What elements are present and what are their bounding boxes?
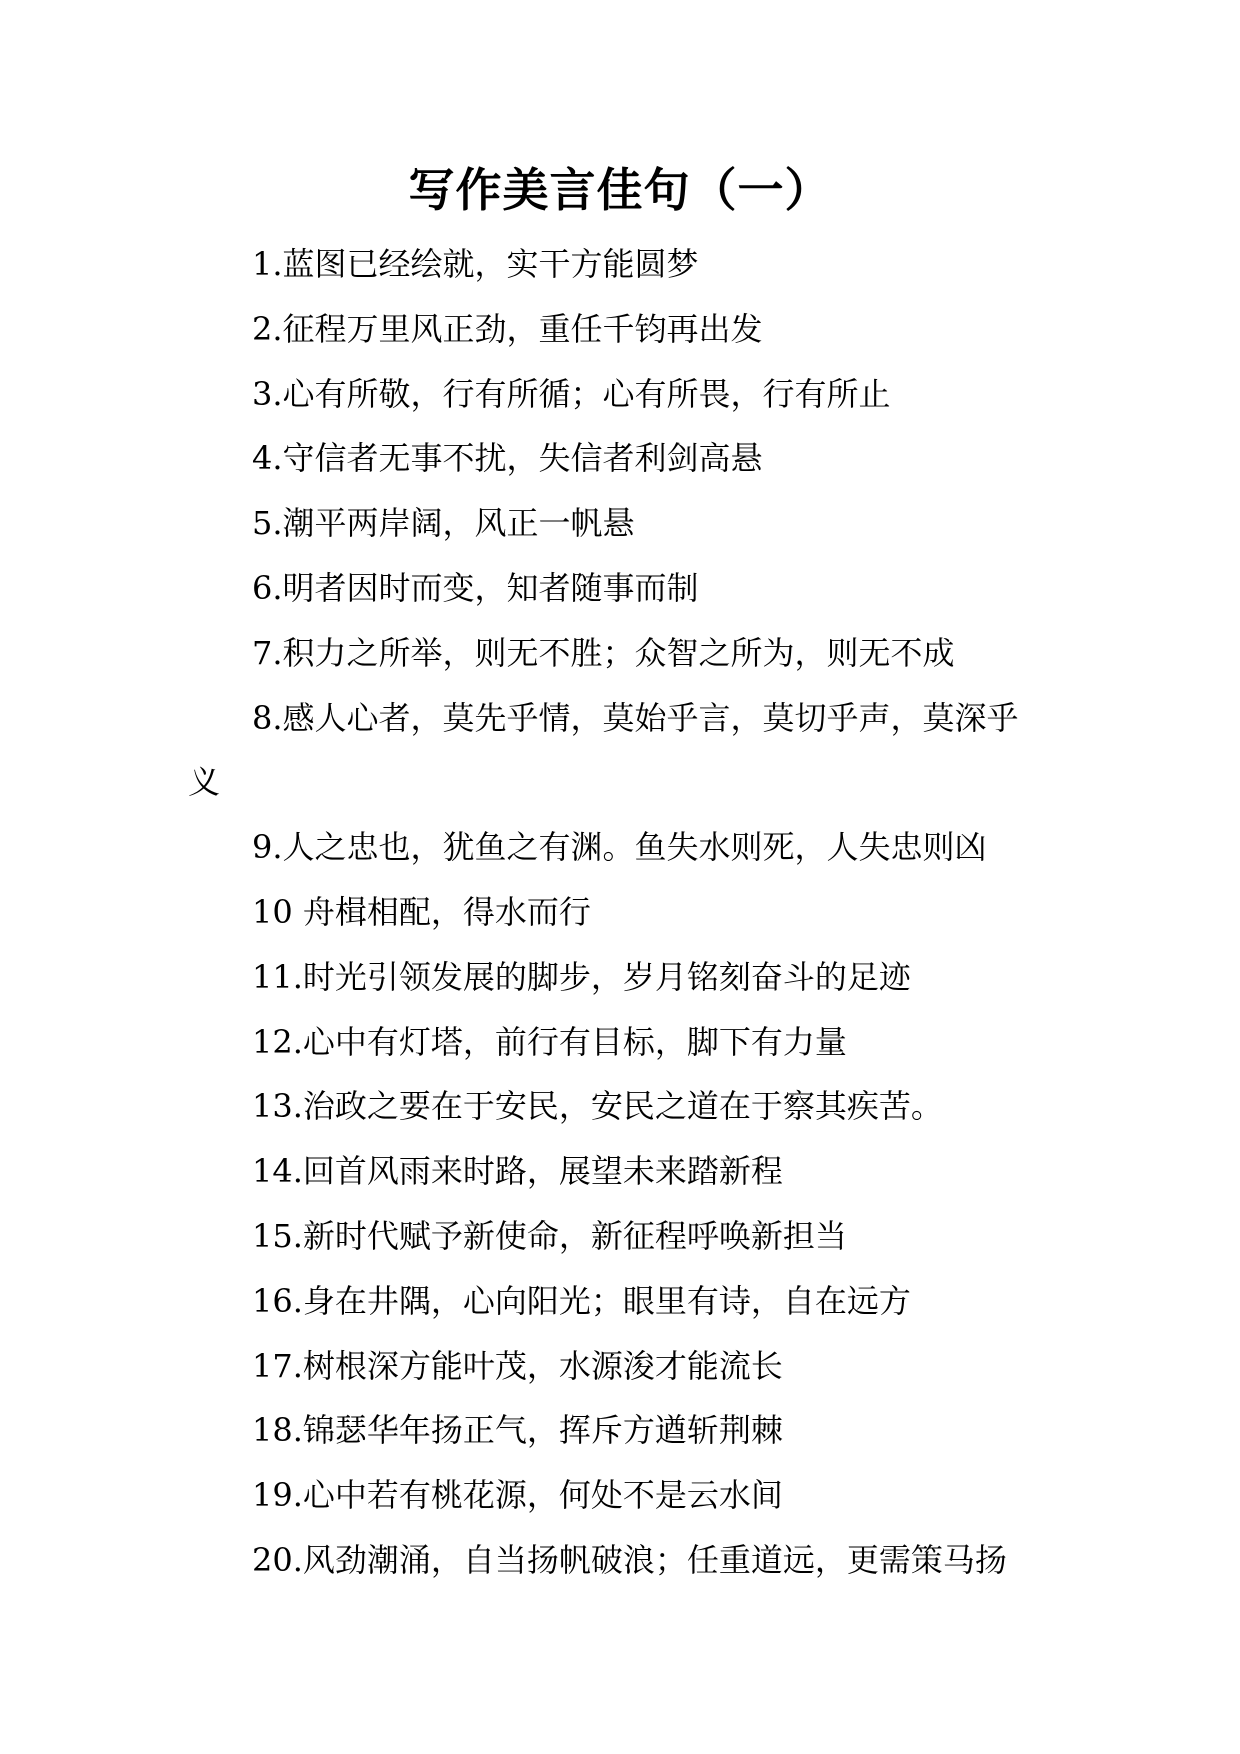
quote-line: 2.征程万里风正劲，重任千钧再出发 [252, 309, 763, 348]
quote-line: 9.人之忠也，犹鱼之有渊。鱼失水则死，人失忠则凶 [252, 828, 987, 867]
quote-line: 20.风劲潮涌，自当扬帆破浪；任重道远，更需策马扬 [252, 1540, 1007, 1579]
quote-line: 12.心中有灯塔，前行有目标，脚下有力量 [252, 1022, 847, 1061]
quote-line: 19.心中若有桃花源，何处不是云水间 [252, 1476, 783, 1515]
quote-line: 14.回首风雨来时路，展望未来踏新程 [252, 1152, 783, 1191]
quote-line: 5.潮平两岸阔，风正一帆悬 [252, 504, 635, 543]
quote-line: 7.积力之所举，则无不胜；众智之所为，则无不成 [252, 633, 955, 672]
quote-line: 17.树根深方能叶茂，水源浚才能流长 [252, 1346, 783, 1385]
quote-line: 16.身在井隅，心向阳光；眼里有诗，自在远方 [252, 1281, 911, 1320]
quote-line: 11.时光引领发展的脚步，岁月铭刻奋斗的足迹 [252, 957, 911, 996]
quote-line: 6.明者因时而变，知者随事而制 [252, 568, 699, 607]
quote-line: 8.感人心者，莫先乎情，莫始乎言，莫切乎声，莫深乎 [252, 698, 1019, 737]
quote-line: 1.蓝图已经绘就，实干方能圆梦 [252, 245, 699, 283]
quote-line: 10 舟楫相配，得水而行 [252, 892, 591, 931]
quote-line: 3.心有所敬，行有所循；心有所畏，行有所止 [252, 374, 891, 413]
quote-list [188, 232, 1058, 1593]
quote-line: 13.治政之要在于安民，安民之道在于察其疾苦。 [252, 1087, 943, 1126]
quote-line: 18.锦瑟华年扬正气，挥斥方遒斩荆棘 [252, 1411, 783, 1450]
quote-line: 15.新时代赋予新使命，新征程呼唤新担当 [252, 1216, 847, 1255]
document-title: 写作美言佳句（一） [408, 163, 832, 217]
quote-line: 4.守信者无事不扰，失信者利剑高悬 [252, 439, 763, 478]
quote-line-continuation: 义 [188, 763, 221, 802]
